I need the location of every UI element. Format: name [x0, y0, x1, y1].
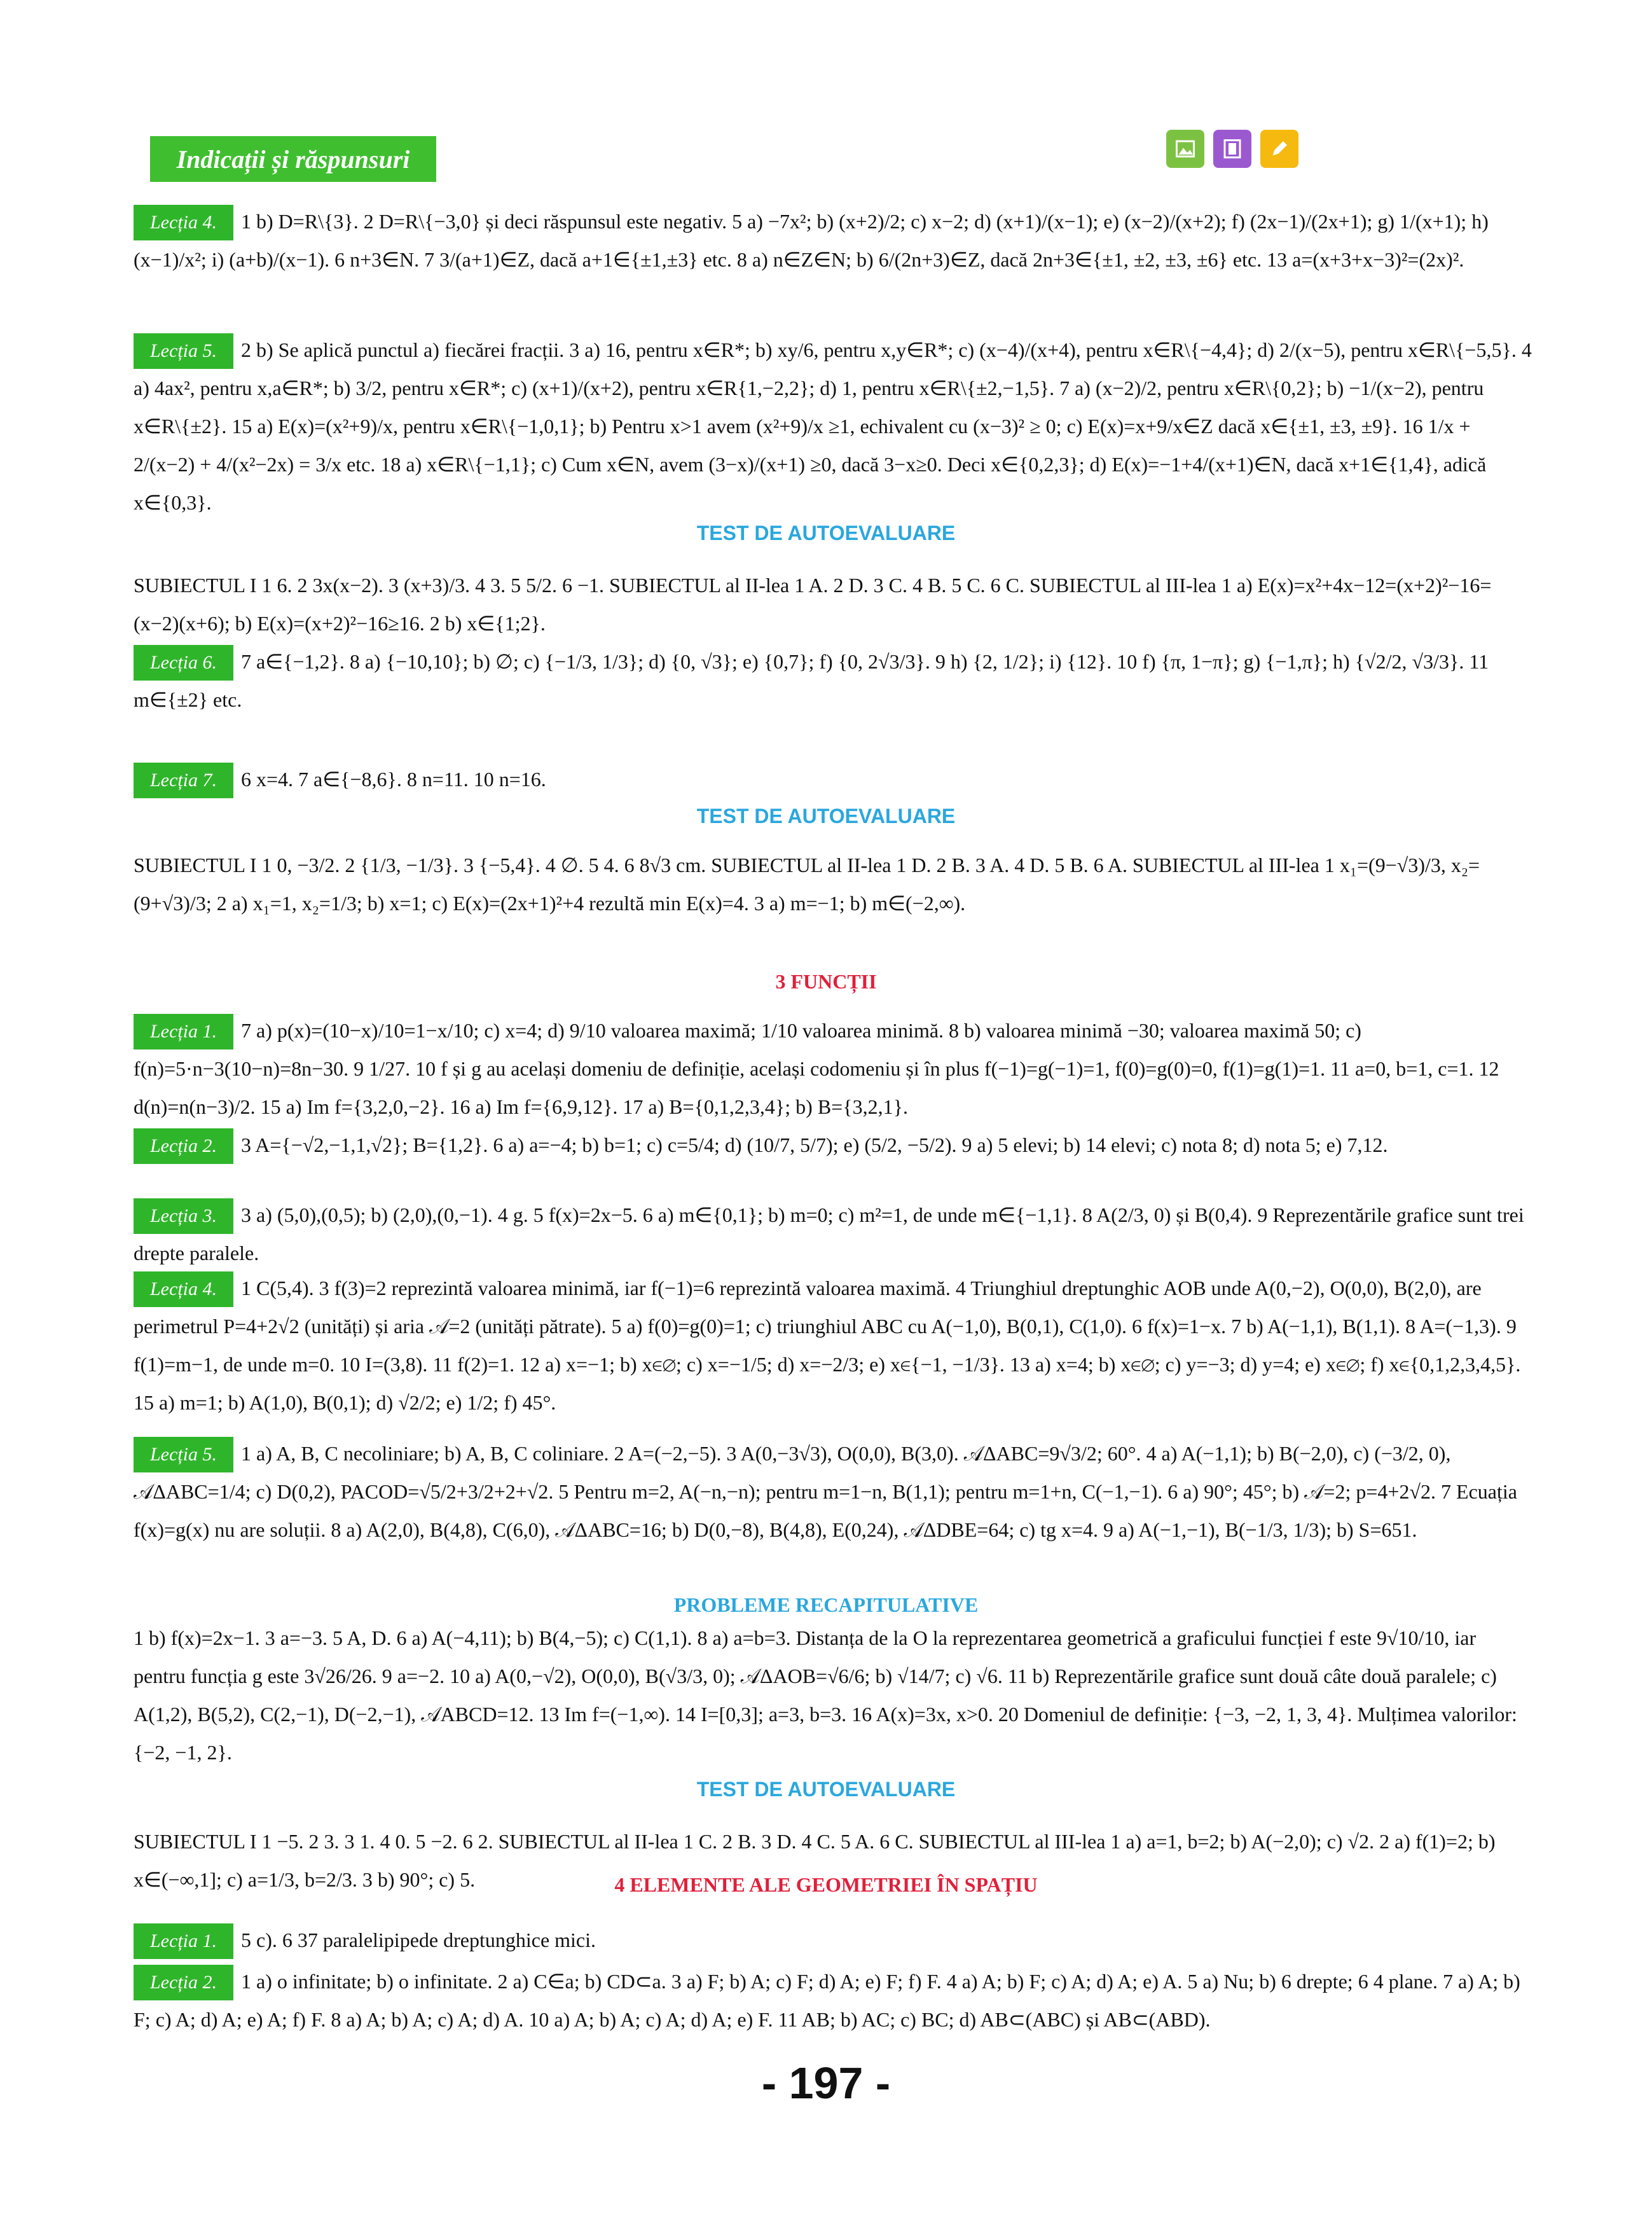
test-heading: TEST DE AUTOEVALUARE	[696, 1778, 956, 1801]
answer-block	[134, 1126, 1532, 1164]
answer-text: 1 a) A, B, C necoliniare; b) A, B, C coliniare. 2 A=(−2,−5). 3 A(0,−3√3), O(0,0), B(3,0). 𝒜ΔABC=9√3/2; 60°. 4 a) A(−1,1); b) B(−2,0), c) (−3/2, 0), 𝒜ΔABC=1/4; c) D(0,2), PACOD=√5/2+3/2+2+√2. 5 Pentru m=2, A(−n,−n); pentru m=1−n, B(1,1); pentru m=1+n, C(−1,−1). 6 a) 90°; 45°; b) 𝒜=2; p=4+2√2. 7 Ecuația f(x)=g(x) nu are soluții. 8 a) A(2,0), B(4,8), C(6,0), 𝒜ΔABC=16; b) D(0,−8), B(4,8), E(0,24), 𝒜ΔDBE=64; c) tg x=4. 9 a) A(−1,−1), B(−1/3, 1/3); b) S=651.	[134, 1442, 1517, 1541]
answer-block	[134, 1921, 1532, 1959]
toolbar-icons	[1166, 130, 1298, 168]
chapter-heading: 4 ELEMENTE ALE GEOMETRIEI ÎN SPAȚIU	[614, 1873, 1038, 1896]
answer-text: 1 a) o infinitate; b) o infinitate. 2 a) C∈a; b) CD⊂a. 3 a) F; b) A; c) F; d) A; e) F; f) F. 4 a) A; b) F; c) A; d) A; e) A. 5 a) Nu; b) 6 drepte; 6 4 plane. 7 a) A; b) F; c) A; d) A; e) A; f) F. 8 a) A; b) A; c) A; d) A. 10 a) A; b) A; c) A; d) A; e) F. 11 AB; b) AC; c) BC; d) AB⊂(ABC) și AB⊂(ABD).	[134, 1970, 1520, 2031]
lesson-label: Lecția 5.	[134, 1437, 233, 1472]
section-header	[150, 136, 436, 182]
answer-text: 5 c). 6 37 paralelipipede dreptunghice mici.	[241, 1929, 596, 1951]
answer-block	[134, 566, 1532, 642]
answer-block	[134, 1011, 1532, 1126]
answer-text: 1 b) D=R\{3}. 2 D=R\{−3,0} și deci răspunsul este negativ. 5 a) −7x²; b) (x+2)/2; c) x−2; d) (x+1)/(x−1); e) (x−2)/(x+2); f) (2x−1)/(2x+1); g) 1/(x+1); h) (x−1)/x²; i) (a+b)/(x−1). 6 n+3∈N. 7 3/(a+1)∈Z, dacă a+1∈{±1,±3} etc. 8 a) n∈Z∈N; b) 6/(2n+3)∈Z, dacă 2n+3∈{±1, ±2, ±3, ±6} etc. 13 a=(x+3+x−3)²=(2x)².	[134, 210, 1489, 271]
page-number: - 197 -	[761, 2058, 891, 2108]
answer-block	[134, 331, 1532, 522]
answer-block	[134, 202, 1532, 279]
pencil-icon[interactable]	[1260, 130, 1298, 168]
test-heading: TEST DE AUTOEVALUARE	[696, 805, 956, 828]
lesson-label: Lecția 7.	[134, 763, 233, 798]
answer-text: 3 A={−√2,−1,1,√2}; B={1,2}. 6 a) a=−4; b) b=1; c) c=5/4; d) (10/7, 5/7); e) (5/2, −5/2). 9 a) 5 elevi; b) 14 elevi; c) nota 8; d) nota 5; e) 7,12.	[241, 1133, 1388, 1156]
answer-text: 1 C(5,4). 3 f(3)=2 reprezintă valoarea minimă, iar f(−1)=6 reprezintă valoarea maximă. 4 Triunghiul dreptunghic AOB unde A(0,−2), O(0,0), B(2,0), are perimetrul P=4+2√2 (unități) și aria 𝒜=2 (unități pătrate). 5 a) f(0)=g(0)=1; c) triunghiul ABC cu A(−1,0), B(0,1), C(1,0). 6 f(x)=1−x. 7 b) A(−1,1), B(1,1). 8 A=(−1,3). 9 f(1)=m−1, de unde m=0. 10 I=(3,8). 11 f(2)=1. 12 a) x=−1; b) x∈∅; c) x=−1/5; d) x=−2/3; e) x∈{−1, −1/3}. 13 a) x=4; b) x∈∅; c) y=−3; d) y=4; e) x∈∅; f) x∈{0,1,2,3,4,5}. 15 a) m=1; b) A(1,0), B(0,1); d) √2/2; e) 1/2; f) 45°.	[134, 1277, 1521, 1414]
answer-text: 2 b) Se aplică punctul a) fiecărei fracții. 3 a) 16, pentru x∈R*; b) xy/6, pentru x,y∈R*; c) (x−4)/(x+4), pentru x∈R\{−4,4}; d) 2/(x−5), pentru x∈R\{−5,5}. 4 a) 4ax², pentru x,a∈R*; b) 3/2, pentru x∈R*; c) (x+1)/(x+2), pentru x∈R{1,−2,2}; d) 1, pentru x∈R\{±2,−1,5}. 7 a) (x−2)/2, pentru x∈R\{0,2}; b) −1/(x−2), pentru x∈R\{±2}. 15 a) E(x)=(x²+9)/x, pentru x∈R\{−1,0,1}; b) Pentru x>1 avem (x²+9)/x ≥1, echivalent cu (x−3)² ≥ 0; c) E(x)=x+9/x∈Z dacă x∈{±1, ±3, ±9}. 16 1/x + 2/(x−2) + 4/(x²−2x) = 3/x etc. 18 a) x∈R\{−1,1}; c) Cum x∈N, avem (3−x)/(x+1) ≥0, dacă 3−x≥0. Deci x∈{0,2,3}; d) E(x)=−1+4/(x+1)∈N, dacă x+1∈{1,4}, adică x∈{0,3}.	[134, 338, 1532, 514]
answer-block	[134, 846, 1532, 922]
answer-block	[134, 642, 1532, 719]
answer-block	[134, 1269, 1532, 1422]
lesson-label: Lecția 1.	[134, 1014, 233, 1049]
lesson-label: Lecția 6.	[134, 645, 233, 681]
lesson-label: Lecția 4.	[134, 1271, 233, 1307]
answer-block	[134, 1434, 1532, 1549]
subsection-heading: PROBLEME RECAPITULATIVE	[673, 1593, 979, 1616]
answer-text: 3 a) (5,0),(0,5); b) (2,0),(0,−1). 4 g. 5 f(x)=2x−5. 6 a) m∈{0,1}; b) m=0; c) m²=1, de unde m∈{−1,1}. 8 A(2/3, 0) și B(0,4). 9 Reprezentările grafice sunt trei drepte paralele.	[134, 1203, 1524, 1264]
test-heading: TEST DE AUTOEVALUARE	[696, 522, 956, 544]
answer-text: SUBIECTUL I 1 6. 2 3x(x−2). 3 (x+3)/3. 4 3. 5 5/2. 6 −1. SUBIECTUL al II-lea 1 A. 2 D. 3 C. 4 B. 5 C. 6 C. SUBIECTUL al III-lea 1 a) E(x)=x²+4x−12=(x+2)²−16=(x−2)(x+6); b) E(x)=(x+2)²−16≥16. 2 b) x∈{1;2}.	[134, 574, 1492, 635]
answer-text: SUBIECTUL I 1 −5. 2 3. 3 1. 4 0. 5 −2. 6 2. SUBIECTUL al II-lea 1 C. 2 B. 3 D. 4 C. 5 A. 6 C. SUBIECTUL al III-lea 1 a) a=1, b=2; b) A(−2,0); c) √2. 2 a) f(1)=2; b) x∈(−∞,1]; c) a=1/3, b=2/3. 3 b) 90°; c) 5.	[134, 1830, 1496, 1891]
chapter-heading: 3 FUNCȚII	[775, 970, 877, 993]
answer-text: 7 a∈{−1,2}. 8 a) {−10,10}; b) ∅; c) {−1/3, 1/3}; d) {0, √3}; e) {0,7}; f) {0, 2√3/3}. 9 h) {2, 1/2}; i) {12}. 10 f) {π, 1−π}; g) {−1,π}; h) {√2/2, √3/3}. 11 m∈{±2} etc.	[134, 650, 1489, 711]
lesson-label: Lecția 2.	[134, 1965, 233, 2000]
lesson-label: Lecția 3.	[134, 1198, 233, 1234]
answer-block	[134, 1619, 1532, 1771]
answer-block	[134, 1196, 1532, 1272]
answer-text: 7 a) p(x)=(10−x)/10=1−x/10; c) x=4; d) 9/10 valoarea maximă; 1/10 valoarea minimă. 8 b) valoarea minimă −30; valoarea maximă 50; c) f(n)=5·n−3(10−n)=8n−30. 9 1/27. 10 f și g au același domeniu de definiție, același codomeniu și în plus f(−1)=g(−1)=1, f(0)=g(0)=0, f(1)=g(1)=1. 11 a=0, b=1, c=1. 12 d(n)=n(n−3)/2. 15 a) Im f={3,2,0,−2}. 16 a) Im f={6,9,12}. 17 a) B={0,1,2,3,4}; b) B={3,2,1}.	[134, 1019, 1499, 1118]
image-icon[interactable]	[1166, 130, 1204, 168]
lesson-label: Lecția 5.	[134, 333, 233, 369]
lesson-label: Lecția 2.	[134, 1128, 233, 1164]
answer-block	[134, 760, 1532, 798]
answer-text: 6 x=4. 7 a∈{−8,6}. 8 n=11. 10 n=16.	[241, 768, 546, 791]
answer-text: SUBIECTUL I 1 0, −3/2. 2 {1/3, −1/3}. 3 {−5,4}. 4 ∅. 5 4. 6 8√3 cm. SUBIECTUL al II-lea 1 D. 2 B. 3 A. 4 D. 5 B. 6 A. SUBIECTUL al III-lea 1 x₁=(9−√3)/3, x₂=(9+√3)/3; 2 a) x₁=1, x₂=1/3; b) x=1; c) E(x)=(2x+1)²+4 rezultă min E(x)=4. 3 a) m=−1; b) m∈(−2,∞).	[134, 854, 1480, 915]
section-header-title: Indicații și răspunsuri	[176, 144, 410, 174]
lesson-label: Lecția 4.	[134, 205, 233, 240]
lesson-label: Lecția 1.	[134, 1923, 233, 1959]
film-icon[interactable]	[1213, 130, 1251, 168]
answer-block	[134, 1962, 1532, 2039]
answer-text: 1 b) f(x)=2x−1. 3 a=−3. 5 A, D. 6 a) A(−4,11); b) B(4,−5); c) C(1,1). 8 a) a=b=3. Distanța de la O la reprezentarea geometrică a graficului funcției f este 9√10/10, iar pentru funcția g este 3√26/26. 9 a=−2. 10 a) A(0,−√2), O(0,0), B(√3/3, 0); 𝒜ΔAOB=√6/6; b) √14/7; c) √6. 11 b) Reprezentările grafice sunt două câte două paralele; c) A(1,2), B(5,2), C(2,−1), D(−2,−1), 𝒜ABCD=12. 13 Im f=(−1,∞). 14 I=[0,3]; a=3, b=3. 16 A(x)=3x, x>0. 20 Domeniul de definiție: {−3, −2, 1, 3, 4}. Mulțimea valorilor: {−2, −1, 2}.	[134, 1626, 1517, 1764]
